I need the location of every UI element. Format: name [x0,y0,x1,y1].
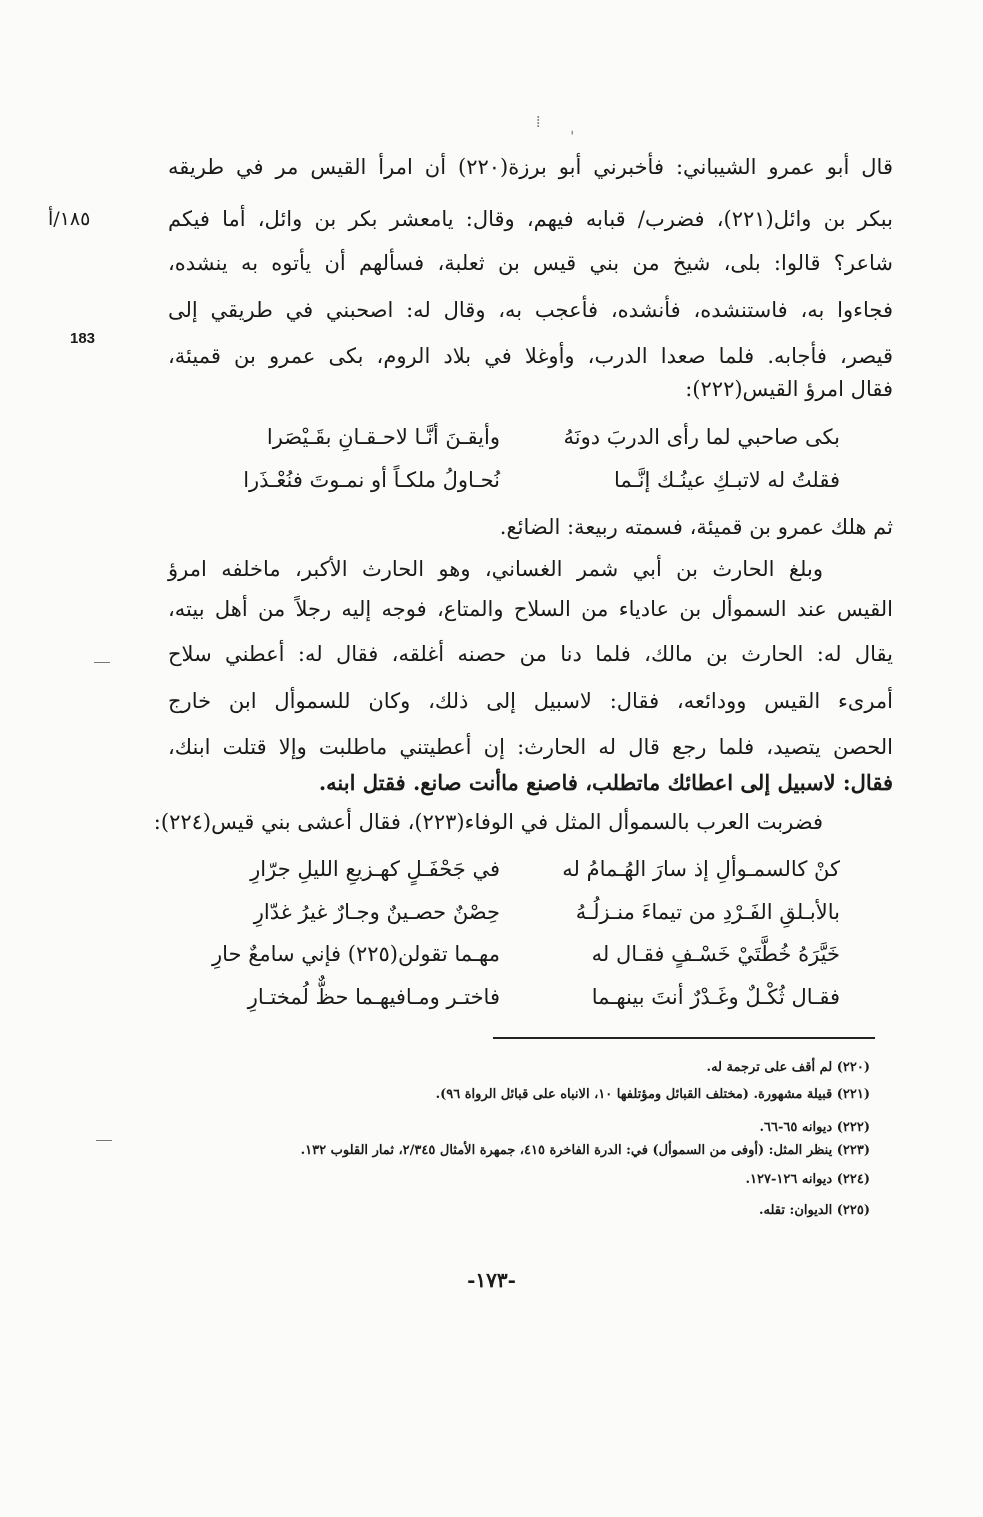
verse-second-hemistich: حِصْنٌ حصـينٌ وجـارٌ غيرُ غدّارِ [253,900,500,924]
paragraph-line: ببكر بن وائل(٢٢١)، فضرب/ قبابه فيهم، وقال: يامعشر بكر بن وائل، أما فيكم [168,207,893,231]
verse-second-hemistich: نُحـاولُ ملكـاً أو نمـوتَ فنُعْـذَرا [243,468,500,492]
paragraph-line: أمرىء القيس وودائعه، فقال: لاسبيل إلى ذلك، وكان للسموأل ابن خارج [168,689,893,713]
verse-first-hemistich: خَيَّرَهُ خُطَّتَيْ خَسْـفٍ فقـال له [591,942,840,966]
footnote-separator [493,1037,875,1039]
page-number: -١٧٣- [467,1268,516,1292]
paragraph-line: فقال: لاسبيل إلى اعطائك ماتطلب، فاصنع ماأنت صانع. فقتل ابنه. [318,770,893,795]
verse-second-hemistich: مهـما تقولن(٢٢٥) فإني سامعٌ حارِ [212,942,500,966]
verse-first-hemistich: فقلتُ له لاتبـكِ عينُـك إنَّـما [613,468,840,492]
page-reference: 183 [70,330,96,347]
paragraph-line: القيس عند السموأل بن عادياء من السلاح والمتاع، فوجه إليه رجلاً من أهل بيته، [168,597,893,621]
footnote: (٢٢١) قبيلة مشهورة. (مختلف القبائل ومؤتلفها ١٠، الانباه على قبائل الرواة ٩٦). [435,1087,870,1102]
verse-second-hemistich: وأيقـنَ أنَّـا لاحـقـانِ بقَـيْصَرا [266,425,500,449]
scan-speck: ˈ [570,128,575,147]
paragraph-line: فقال امرؤ القيس(٢٢٢): [685,377,893,401]
footnote: (٢٢٤) ديوانه ١٢٦-١٢٧. [745,1172,870,1187]
paragraph-line: فجاءوا به، فاستنشده، فأنشده، فأعجب به، وقال له: اصحبني في طريقي إلى [168,298,893,322]
verse-second-hemistich: فاختـر ومـافيهـما حظٌّ لُمختـارِ [247,985,500,1009]
verse-first-hemistich: بكى صاحبي لما رأى الدربَ دونَهُ [563,425,840,449]
paragraph-line: فضربت العرب بالسموأل المثل في الوفاء(٢٢٣)، فقال أعشى بني قيس(٢٢٤): [153,810,823,834]
scan-speck: ⁞ [536,112,541,131]
paragraph-line: قال أبو عمرو الشيباني: فأخبرني أبو برزة(٢٢٠) أن امرأ القيس مر في طريقه [168,155,893,179]
footnote: (٢٢٥) الديوان: تقله. [759,1203,870,1218]
footnote: (٢٢٠) لم أقف على ترجمة له. [706,1060,870,1075]
footnote: (٢٢٣) ينظر المثل: (أوفى من السموأل) في: الدرة الفاخرة ٤١٥، جمهرة الأمثال ٢/٣٤٥، ثمار القلوب ١٣٢. [300,1143,870,1158]
scan-mark [96,1140,112,1141]
verse-first-hemistich: بالأبـلقِ الفَـرْدِ من تيماءَ منـزلُـهُ [575,900,840,924]
paragraph-line: يقال له: الحارث بن مالك، فلما دنا من حصنه أغلقه، فقال له: أعطني سلاح [168,642,893,666]
paragraph-line: ثم هلك عمرو بن قميئة، فسمته ربيعة: الضائع. [499,515,893,539]
paragraph-line: شاعر؟ قالوا: بلى، شيخ من بني قيس بن ثعلبة، فسألهم أن يأتوه به ينشده، [168,251,893,275]
verse-second-hemistich: في جَحْفَـلٍ كهـزيعِ الليلِ جرّارِ [250,857,500,881]
scan-mark [94,662,110,663]
paragraph-line: الحصن يتصيد، فلما رجع قال له الحارث: إن أعطيتني ماطلبت وإلا قتلت ابنك، [168,735,893,759]
paragraph-line: وبلغ الحارث بن أبي شمر الغساني، وهو الحارث الأكبر، ماخلفه امرؤ [168,557,823,581]
folio-reference: ١٨٥/أ [48,208,91,230]
footnote: (٢٢٢) ديوانه ٦٥-٦٦. [759,1120,870,1135]
paragraph-line: قيصر، فأجابه. فلما صعدا الدرب، وأوغلا في بلاد الروم، بكى عمرو بن قميئة، [168,344,893,368]
verse-first-hemistich: كنْ كالسمـوألِ إذ سارَ الهُـمامُ له [562,857,840,881]
verse-first-hemistich: فقـال ثُكْـلٌ وغَـدْرٌ أنتَ بينهـما [591,985,840,1009]
